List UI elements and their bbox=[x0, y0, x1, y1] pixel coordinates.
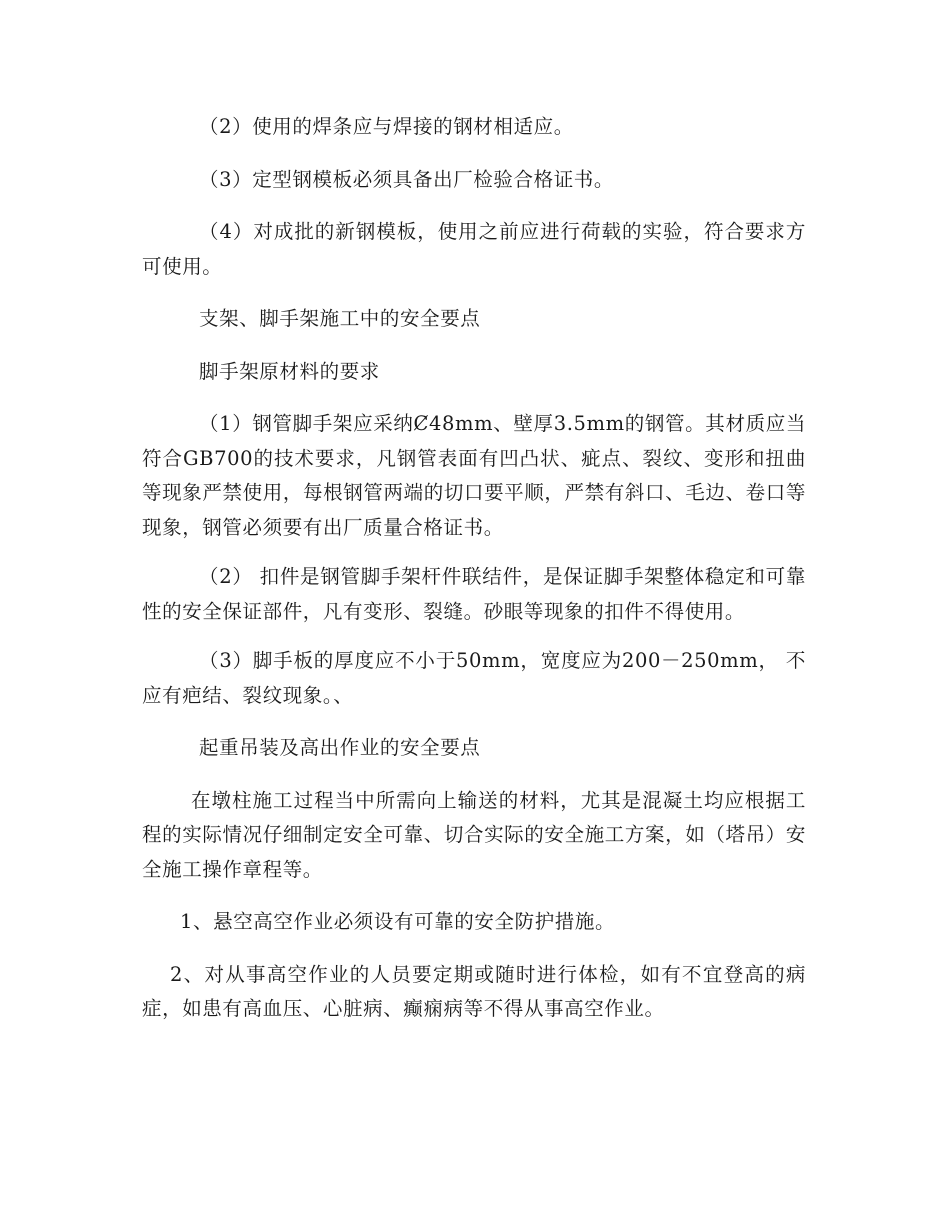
heading-lifting-safety: 起重吊装及高出作业的安全要点 bbox=[199, 736, 481, 759]
heading-scaffold-safety: 支架、脚手架施工中的安全要点 bbox=[199, 307, 481, 330]
paragraph-protection-measures: 1、悬空高空作业必须设有可靠的安全防护措施。 bbox=[180, 910, 616, 933]
paragraph-scaffold-board: （3）脚手板的厚度应不小于50mm，宽度应为200－250mm， 不应有疤结、裂纹现象。、 bbox=[142, 649, 806, 707]
paragraph-pier-construction: 在墩柱施工过程当中所需向上输送的材料，尤其是混凝土均应根据工程的实际情况仔细制定安全可靠、切合实际的安全施工方案，如（塔吊）安全施工操作章程等。 bbox=[142, 788, 806, 881]
paragraph-health-checks: 2、对从事高空作业的人员要定期或随时进行体检，如有不宜登高的病症，如患有高血压、心脏病、癫痫病等不得从事高空作业。 bbox=[142, 962, 806, 1020]
paragraph-steel-pipe: （1）钢管脚手架应采纳Ȼ48mm、壁厚3.5mm的钢管。其材质应当符合GB700的技术要求，凡钢管表面有凹凸状、疵点、裂纹、变形和扭曲等现象严禁使用，每根钢管两端的切口要平顺，严禁有斜口、毛边、卷口等现象，钢管必须要有出厂质量合格证书。 bbox=[142, 412, 806, 539]
document-page bbox=[142, 110, 806, 1027]
paragraph-fasteners: （2） 扣件是钢管脚手架杆件联结件，是保证脚手架整体稳定和可靠性的安全保证部件，凡有变形、裂缝。砂眼等现象的扣件不得使用。 bbox=[142, 565, 806, 623]
heading-scaffold-materials: 脚手架原材料的要求 bbox=[199, 359, 380, 383]
paragraph-formwork-certificate: （3）定型钢模板必须具备出厂检验合格证书。 bbox=[199, 167, 615, 191]
paragraph-load-test: （4）对成批的新钢模板，使用之前应进行荷载的实验，符合要求方可使用。 bbox=[142, 220, 806, 278]
paragraph-welding-rod: （2）使用的焊条应与焊接的钢材相适应。 bbox=[199, 115, 574, 138]
